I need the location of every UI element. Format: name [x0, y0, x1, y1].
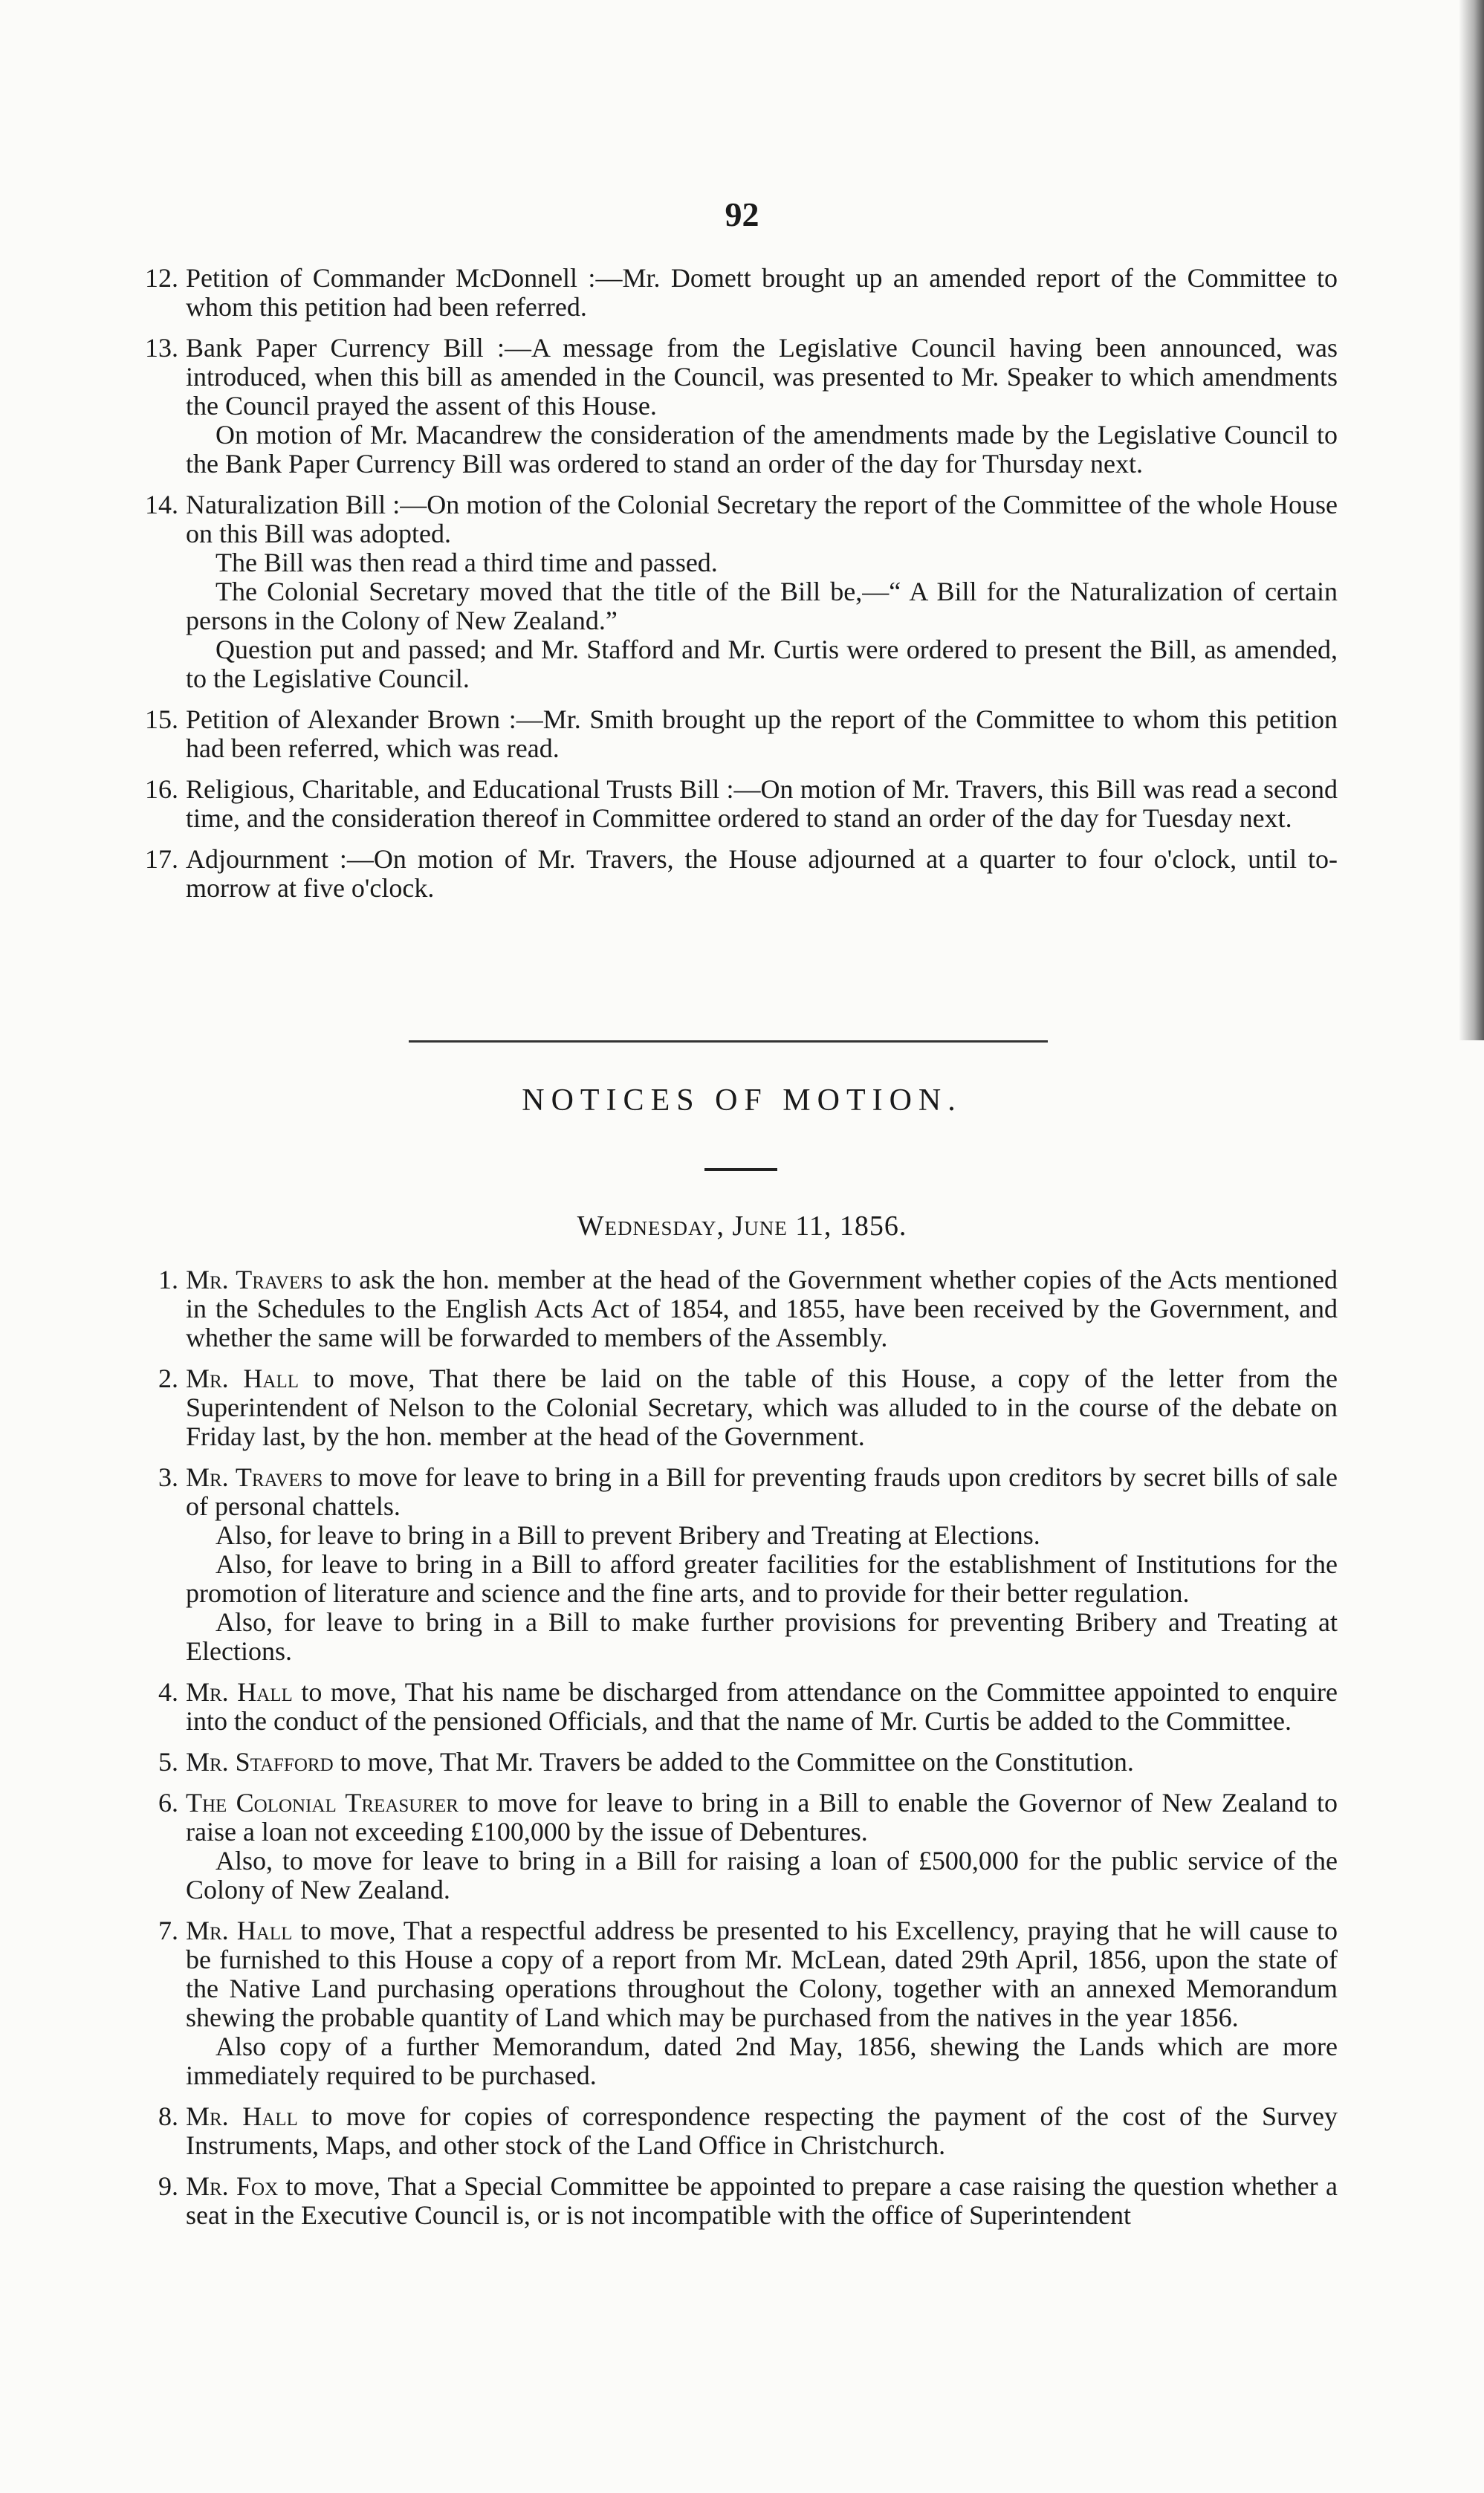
- notices-list: [0, 1265, 1484, 2242]
- notice-item: [0, 1265, 1484, 1352]
- notice-number: 5.: [158, 1747, 178, 1777]
- proceedings-list: [0, 264, 1484, 915]
- proceeding-item: [0, 490, 1484, 693]
- item-paragraph: On motion of Mr. Macandrew the consideration of the amendments made by the Legislative Council to the Bank Paper Currency Bill was ordered to stand an order of the day for Thursday next.: [186, 420, 1338, 479]
- proceeding-item: [0, 264, 1484, 322]
- item-heading: Petition of Commander McDonnell :: [186, 263, 596, 293]
- notice-member: Mr. Hall: [186, 1916, 293, 1945]
- item-paragraph: The Colonial Secretary moved that the title of the Bill be,—“ A Bill for the Naturalization of certain persons in the Colony of New Zealand.”: [186, 577, 1338, 635]
- item-text: —Mr. Domett brought up an amended report of the Committee to whom this petition had been referred.: [186, 263, 1338, 322]
- proceeding-item: [0, 775, 1484, 833]
- item-heading: Adjournment :: [186, 844, 347, 874]
- item-text: —On motion of Mr. Travers, this Bill was read a second time, and the consideration thereof in Committee ordered to stand an order of the day for Tuesday next.: [186, 774, 1338, 833]
- notice-paragraph: Also, for leave to bring in a Bill to afford greater facilities for the establishment of Institutions for the promotion of literature and science and the fine arts, and to provide for their better regulation.: [186, 1549, 1338, 1608]
- notice-member: Mr. Hall: [186, 2101, 298, 2131]
- notice-member: Mr. Stafford: [186, 1747, 334, 1777]
- item-number: 17.: [145, 844, 178, 874]
- notice-number: 6.: [158, 1788, 178, 1818]
- notice-text: to move for copies of correspondence respecting the payment of the cost of the Survey Instruments, Maps, and other stock of the Land Office in Christchurch.: [186, 2101, 1338, 2160]
- notice-item: [0, 1789, 1484, 1904]
- notice-text: to move, That his name be discharged from attendance on the Committee appointed to enquire into the conduct of the pensioned Officials, and that the name of Mr. Curtis be added to the Committee.: [186, 1677, 1338, 1736]
- item-number: 13.: [145, 333, 178, 363]
- notice-item: [0, 1463, 1484, 1666]
- notice-member: Mr. Travers: [186, 1462, 323, 1492]
- notice-number: 8.: [158, 2101, 178, 2131]
- notice-member: The Colonial Treasurer: [186, 1788, 459, 1818]
- notice-number: 2.: [158, 1364, 178, 1393]
- notice-text: to move for leave to bring in a Bill to enable the Governor of New Zealand to raise a loan not exceeding £100,000 by the issue of Debentures.: [186, 1788, 1338, 1847]
- item-number: 15.: [145, 704, 178, 734]
- item-paragraph: Question put and passed; and Mr. Stafford and Mr. Curtis were ordered to present the Bill, as amended, to the Legislative Council.: [186, 635, 1338, 693]
- item-heading: Religious, Charitable, and Educational Trusts Bill :: [186, 774, 734, 804]
- notice-text: to move for leave to bring in a Bill for preventing frauds upon creditors by secret bills of sale of personal chattels.: [186, 1462, 1338, 1521]
- item-heading: Bank Paper Currency Bill :: [186, 333, 505, 363]
- item-number: 14.: [145, 490, 178, 519]
- notice-text: to move, That a respectful address be presented to his Excellency, praying that he will cause to be furnished to this House a copy of a report from Mr. McLean, dated 29th April, 1856, upon the state of the Native Land purchasing operations throughout the Colony, together with an annexed Memorandum shewing the probable quantity of Land which may be purchased from the natives in the year 1856.: [186, 1916, 1338, 2032]
- page-number: 92: [725, 195, 759, 233]
- notice-item: [0, 1678, 1484, 1736]
- item-paragraph: The Bill was then read a third time and passed.: [216, 548, 718, 577]
- notice-item: [0, 2172, 1484, 2230]
- notice-number: 3.: [158, 1462, 178, 1492]
- notice-item: [0, 1364, 1484, 1451]
- notice-paragraph: Also, to move for leave to bring in a Bill for raising a loan of £500,000 for the public service of the Colony of New Zealand.: [186, 1846, 1338, 1904]
- notice-member: Mr. Travers: [186, 1265, 323, 1294]
- notice-member: Mr. Fox: [186, 2171, 279, 2201]
- notice-paragraph: Also, for leave to bring in a Bill to prevent Bribery and Treating at Elections.: [216, 1520, 1040, 1550]
- item-number: 12.: [145, 263, 178, 293]
- notice-number: 7.: [158, 1916, 178, 1945]
- notice-number: 9.: [158, 2171, 178, 2201]
- notice-item: [0, 1748, 1484, 1777]
- notice-paragraph: Also copy of a further Memorandum, dated 2nd May, 1856, shewing the Lands which are more immediately required to be purchased.: [186, 2032, 1338, 2090]
- notice-text: to ask the hon. member at the head of the Government whether copies of the Acts mentioned in the Schedules to the English Acts Act of 1854, and 1855, have been received by the Government, and whether the same will be forwarded to members of the Assembly.: [186, 1265, 1338, 1352]
- notice-item: [0, 1916, 1484, 2090]
- item-heading: Naturalization Bill :: [186, 490, 401, 519]
- notice-text: to move, That a Special Committee be appointed to prepare a case raising the question whether a seat in the Executive Council is, or is not incompatible with the office of Superintendent: [186, 2171, 1338, 2230]
- item-text: —Mr. Smith brought up the report of the Committee to whom this petition had been referred, which was read.: [186, 704, 1338, 763]
- notice-text: to move, That Mr. Travers be added to the Committee on the Constitution.: [340, 1747, 1134, 1777]
- notice-text: to move, That there be laid on the table of this House, a copy of the letter from the Superintendent of Nelson to the Colonial Secretary, which was alluded to in the course of the debate on Friday last, by the hon. member at the head of the Government.: [186, 1364, 1338, 1451]
- item-number: 16.: [145, 774, 178, 804]
- notice-number: 4.: [158, 1677, 178, 1707]
- notice-member: Mr. Hall: [186, 1364, 299, 1393]
- item-text: —On motion of the Colonial Secretary the report of the Committee of the whole House on this Bill was adopted.: [186, 490, 1338, 548]
- notice-number: 1.: [158, 1265, 178, 1294]
- proceeding-item: [0, 334, 1484, 479]
- item-text: —On motion of Mr. Travers, the House adjourned at a quarter to four o'clock, until to-morrow at five o'clock.: [186, 844, 1338, 903]
- section-divider: [409, 1040, 1048, 1043]
- notice-paragraph: Also, for leave to bring in a Bill to make further provisions for preventing Bribery and Treating at Elections.: [186, 1607, 1338, 1666]
- proceeding-item: [0, 705, 1484, 763]
- notice-member: Mr. Hall: [186, 1677, 293, 1707]
- title-underline: [704, 1168, 777, 1171]
- notices-date: Wednesday, June 11, 1856.: [577, 1210, 907, 1242]
- proceeding-item: [0, 845, 1484, 903]
- item-text: —A message from the Legislative Council having been announced, was introduced, when this bill as amended in the Council, was presented to Mr. Speaker to which amendments the Council prayed the assent of this House.: [186, 333, 1338, 421]
- item-heading: Petition of Alexander Brown :: [186, 704, 516, 734]
- notice-item: [0, 2102, 1484, 2160]
- notices-title: NOTICES OF MOTION.: [522, 1083, 962, 1118]
